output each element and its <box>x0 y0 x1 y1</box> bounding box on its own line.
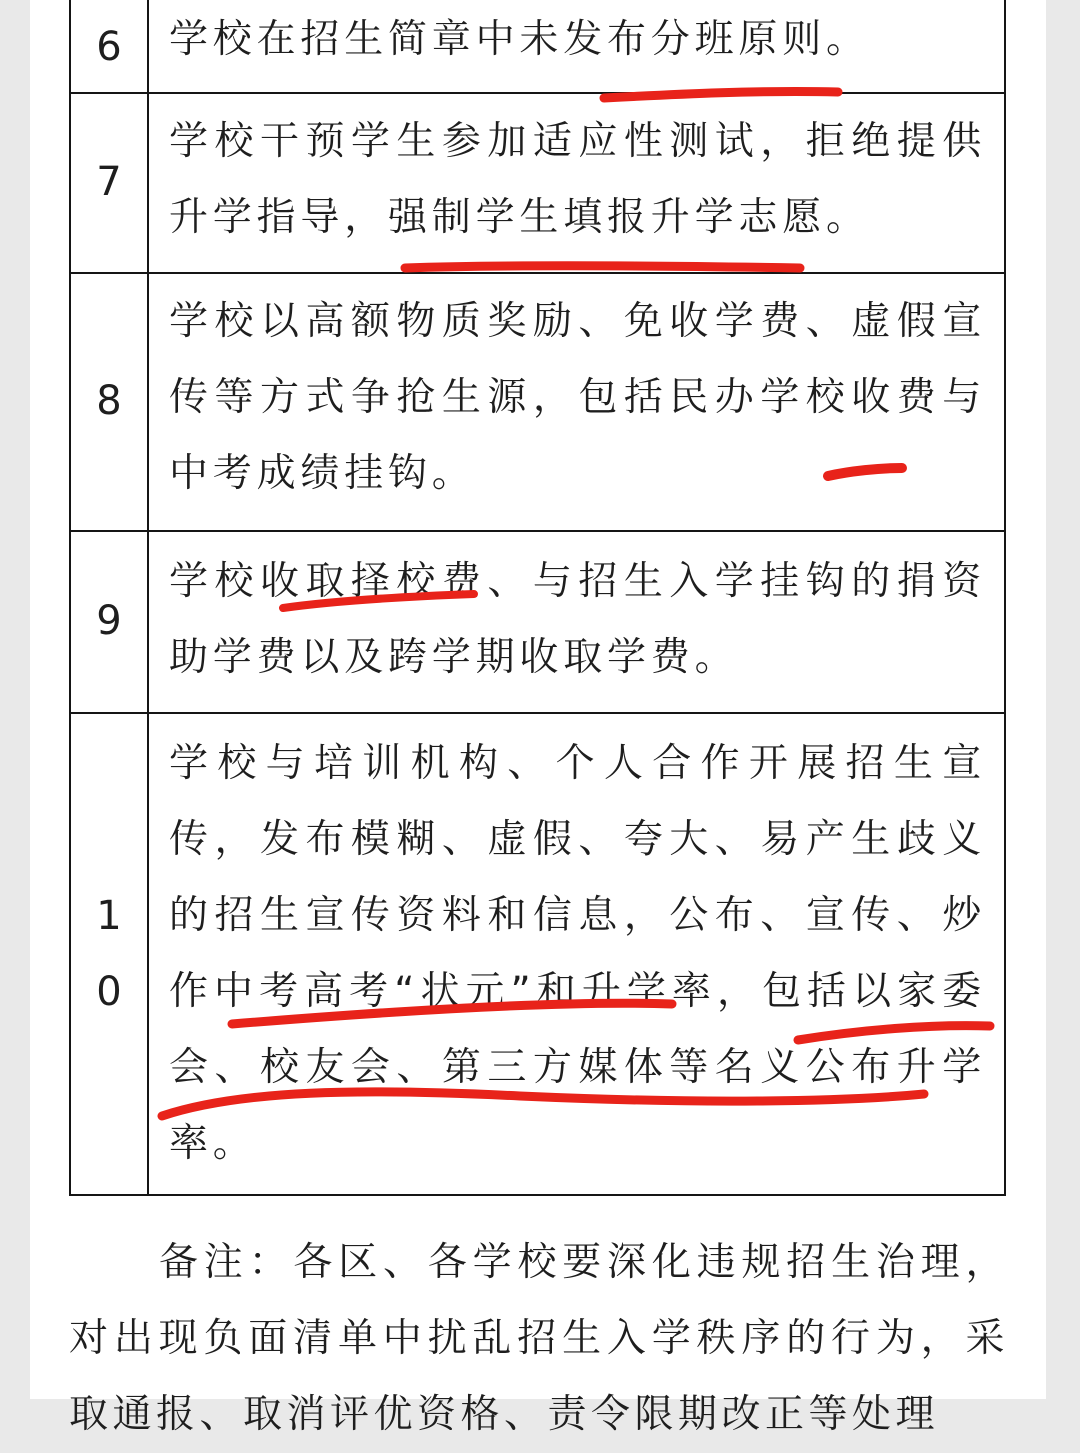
row-number: 9 <box>71 530 149 712</box>
table-row <box>71 92 1004 274</box>
row-text: 学校在招生简章中未发布分班原则。 <box>169 17 870 62</box>
row-text: 学校与培训机构、个人合作开展招生宣传，发布模糊、虚假、夸大、易产生歧义的招生宣传资料和信息，公布、宣传、炒作中考高考“状元”和升学率，包括以家委会、校友会、第三方媒体等名义公布升学率。 <box>169 741 986 1166</box>
remark-paragraph: 备注：各区、各学校要深化违规招生治理，对出现负面清单中扰乱招生入学秩序的行为，采取通报、取消评优资格、责令限期改正等处理 <box>69 1240 1009 1437</box>
row-number: 7 <box>71 92 149 272</box>
row-text: 学校以高额物质奖励、免收学费、虚假宣传等方式争抢生源，包括民办学校收费与中考成绩挂钩。 <box>169 299 986 496</box>
row-number: 10 <box>71 712 149 1196</box>
row-number: 8 <box>71 272 149 530</box>
table-row <box>71 272 1004 532</box>
table-row <box>71 530 1004 714</box>
table-row <box>71 0 1004 94</box>
row-text: 学校收取择校费、与招生入学挂钩的捐资助学费以及跨学期收取学费。 <box>169 559 986 680</box>
negative-list-table <box>69 0 1006 1196</box>
row-number: 6 <box>71 0 149 92</box>
row-text: 学校干预学生参加适应性测试，拒绝提供升学指导，强制学生填报升学志愿。 <box>169 119 986 240</box>
table-row <box>71 712 1004 1196</box>
